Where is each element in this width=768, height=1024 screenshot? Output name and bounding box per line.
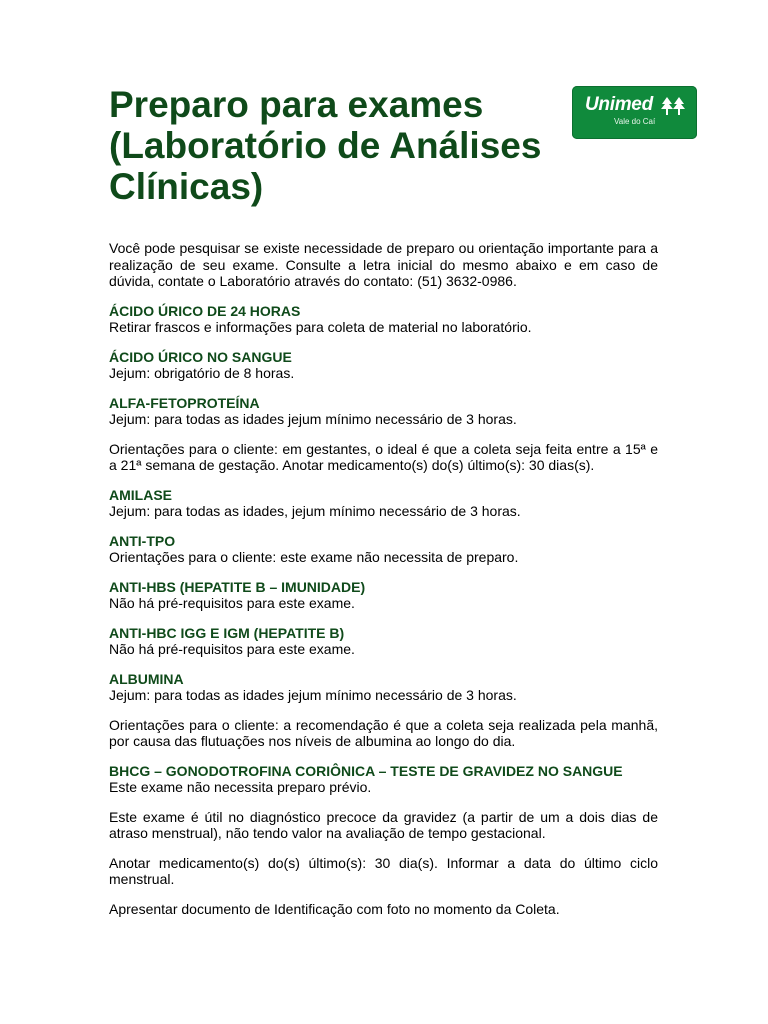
exam-sections: [109, 303, 658, 918]
logo-brand-text: Unimed: [585, 94, 653, 115]
document-body: [109, 240, 658, 930]
exam-instruction: Não há pré-requisitos para este exame.: [109, 595, 355, 611]
exam-heading: ÁCIDO ÚRICO NO SANGUE: [109, 348, 292, 365]
exam-instruction: Este exame é útil no diagnóstico precoce da gravidez (a partir de um a dois dias de atraso menstrual), não tendo valor na avaliação de tempo gestacional.: [109, 808, 658, 841]
exam-section: [109, 487, 658, 520]
exam-instruction: Jejum: obrigatório de 8 horas.: [109, 365, 295, 381]
exam-section: [109, 763, 658, 918]
exam-heading: AMILASE: [109, 486, 172, 503]
exam-section: [109, 625, 658, 658]
unimed-logo: [572, 86, 697, 139]
exam-section: [109, 303, 658, 336]
intro-paragraph: Você pode pesquisar se existe necessidade de preparo ou orientação importante para a realização de seu exame. Consulte a letra inicial do mesmo abaixo e em caso de dúvida, contate o Laboratório através do contato: (51) 3632-0986.: [109, 240, 658, 289]
logo-unit-text: Vale do Caí: [614, 117, 656, 126]
exam-instruction: Anotar medicamento(s) do(s) último(s): 30 dia(s). Informar a data do último ciclo menstrual.: [109, 854, 658, 887]
exam-section: [109, 671, 658, 750]
exam-instruction: Orientações para o cliente: em gestantes, o ideal é que a coleta seja feita entre a 15ª e a 21ª semana de gestação. Anotar medicamento(s) do(s) último(s): 30 dias(s).: [109, 440, 658, 473]
exam-instruction: Jejum: para todas as idades jejum mínimo necessário de 3 horas.: [109, 411, 517, 427]
exam-instruction: Jejum: para todas as idades jejum mínimo necessário de 3 horas.: [109, 687, 517, 703]
exam-heading: BHCG – GONODOTROFINA CORIÔNICA – TESTE DE GRAVIDEZ NO SANGUE: [109, 762, 623, 779]
page-title: Preparo para exames (Laboratório de Análises Clínicas): [109, 84, 542, 207]
unimed-tree-icon: [661, 96, 685, 116]
exam-section: [109, 579, 658, 612]
exam-heading: ALFA-FETOPROTEÍNA: [109, 394, 260, 411]
exam-heading: ANTI-HBS (HEPATITE B – IMUNIDADE): [109, 578, 366, 595]
exam-heading: ANTI-HBC IGG E IGM (HEPATITE B): [109, 624, 345, 641]
exam-heading: ÁCIDO ÚRICO DE 24 HORAS: [109, 302, 301, 319]
exam-instruction: Apresentar documento de Identificação com foto no momento da Coleta.: [109, 900, 560, 917]
exam-section: [109, 395, 658, 474]
exam-section: [109, 349, 658, 382]
exam-instruction: Orientações para o cliente: este exame não necessita de preparo.: [109, 549, 519, 565]
exam-instruction: Retirar frascos e informações para coleta de material no laboratório.: [109, 319, 532, 335]
exam-instruction: Jejum: para todas as idades, jejum mínimo necessário de 3 horas.: [109, 503, 521, 519]
exam-heading: ALBUMINA: [109, 670, 184, 687]
exam-instruction: Orientações para o cliente: a recomendação é que a coleta seja realizada pela manhã, por causa das flutuações nos níveis de albumina ao longo do dia.: [109, 716, 658, 749]
exam-heading: ANTI-TPO: [109, 532, 176, 549]
exam-instruction: Este exame não necessita preparo prévio.: [109, 779, 372, 795]
exam-section: [109, 533, 658, 566]
exam-instruction: Não há pré-requisitos para este exame.: [109, 641, 355, 657]
